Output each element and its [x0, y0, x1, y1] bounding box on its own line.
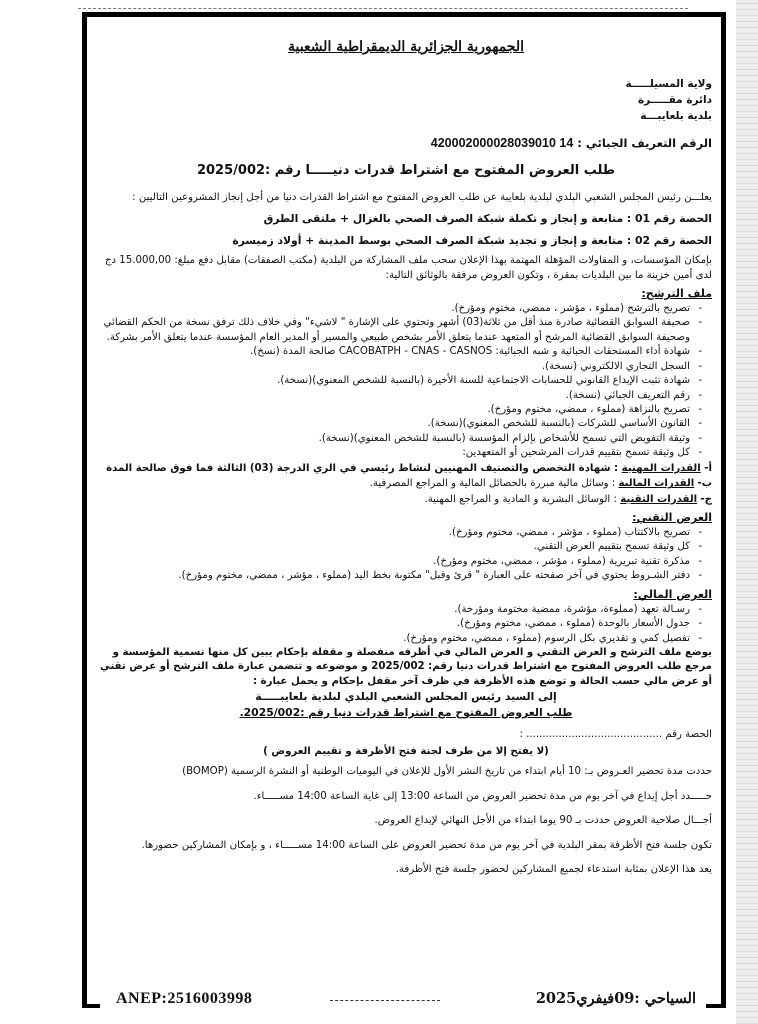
candidature-title: ملف الترشح:	[641, 286, 712, 300]
capacity-professional: أ- القدرات المهنية : شهادة التخصص والتصنيف المهنيين لنشاط رئيسي في الري الدرجة (03) الثالثة فما فوق صالحة المدة	[106, 462, 712, 474]
anep-reference: ANEP:2516003998	[116, 990, 253, 1007]
announcement-body	[100, 38, 712, 877]
lot-1: الحصة رقم 01 : متابعة و إنجاز و تكملة شبكة الصرف الصحي بالغزال + ملتقى الطرق	[263, 212, 712, 226]
commune-line: بلدية بلعايبـــة	[640, 110, 712, 123]
condition-opening-session: تكون جلسة فتح الأظرفة بمقر البلدية في آخر يوم من مدة تحضير العروض على الساعة 14:00 مســـــاء ، و بإمكان المشاركين حضورها.	[141, 839, 712, 851]
list-item: - رسـالة تعهد (مملوءة، مؤشرة، ممضية مختومة ومؤرخة).	[100, 603, 698, 617]
condition-validity: أجـــال صلاحية العروض حددت بـ 90 يوما ابتداء من الأجل النهائي لإيداع العروض.	[374, 815, 712, 827]
list-item: - كل وثيقة تسمح بتقييم قدرات المرشحين أو المتعهدين:	[100, 446, 698, 460]
address-line-2: طلب العروض المفتوح مع اشتراط قدرات دنيا رقم :2025/002.	[239, 705, 573, 719]
lot-2: الحصة رقم 02 : متابعة و إنجاز و تجديد شبكة الصرف الصحي بوسط المدينة + أولاد زميسرة	[232, 233, 712, 247]
technical-offer-list	[100, 526, 712, 584]
wilaya-line: ولاية المسيلـــــة	[625, 77, 712, 90]
lot-number-field: الحصة رقم .......................................... :	[519, 729, 712, 741]
list-item: - مذكرة تقنية تبريرية (مملوء ، مؤشر ، ممضي، مختوم ومؤرخ).	[100, 555, 698, 569]
daira-line: دائرة مقـــــرة	[637, 94, 712, 107]
list-item: - تصريح بالاكتتاب (مملوء ، مؤشر ، ممضي، مختوم ومؤرخ).	[100, 526, 698, 540]
list-item: - شهادة تثبت الإيداع القانوني للحسابات الاجتماعية للسنة الأخيرة (بالنسبة للشخص المعنوي)(نسخة).	[100, 374, 698, 388]
list-item: - جدول الأسعار بالوحدة (مملوء ، ممضي، مختوم ومؤرخ).	[100, 617, 698, 631]
candidature-list	[100, 302, 712, 461]
tax-id-label: الرقم التعريف الجبائي :	[577, 135, 712, 150]
republic-heading: الجمهورية الجزائرية الديمقراطية الشعبية	[287, 39, 524, 55]
scan-edge	[736, 0, 758, 1024]
footer-dashed-rule	[330, 1000, 440, 1001]
list-item: - تصريح بالنزاهة (مملوء ، ممضي، مختوم ومؤرخ).	[100, 403, 698, 417]
condition-deposit-deadline: حـــــدد أجل إيداع في آخر يوم من مدة تحضير العروض من الساعة 13:00 إلى غاية الساعة 14:00 مســـــاء.	[253, 790, 712, 802]
capacity-financial: ب- القدرات المالية : وسائل مالية مبررة بالحصائل المالية و المراجع المصرفية.	[369, 478, 712, 490]
financial-offer-title: العرض المالي:	[633, 587, 712, 601]
list-item: - شهادة أداء المستحقات الجبائية و شبه الجبائية: CACOBATPH - CNAS - CASNOS صالحة المدة (نسخ).	[100, 345, 698, 359]
tender-title: طلب العروض المفتوح مع اشتراط قدرات دنيـــــا رقم :2025/002	[196, 163, 616, 179]
list-item: - وثيقة التفويض التي تسمح للأشخاص بإلزام المؤسسة (بالنسبة للشخص المعنوي)(نسخة).	[100, 432, 698, 446]
technical-offer-title: العرض التقني:	[632, 511, 712, 525]
address-line-1: إلى السيد رئيس المجلس الشعبي البلدي لبلدية بلعايبـــــة	[255, 690, 557, 704]
condition-invitation: يعد هذا الإعلان بمثابة استدعاء لجميع المشاركين لحضور جلسة فتح الأظرفة.	[395, 864, 712, 875]
do-not-open-notice: (لا يفتح إلا من طرف لجنة فتح الأظرفة و تقييم العروض )	[263, 745, 549, 757]
condition-prep-period: حددت مدة تحضير العـروض بـ: 10 أيام ابتداء من تاريخ النشر الأول للإعلان في اليوميات الوطنية أو النشرة الرسمية (BOMOP)	[182, 766, 712, 778]
tax-id-value: 420002000028039010 14	[430, 135, 574, 150]
eligibility-text: بإمكان المؤسسات، و المقاولات المؤهلة المهتمة بهذا الإعلان سحب ملف المشاركة من البلدية (مكتب الصفقات) مقابل دفع مبلغ: 15.000,00 دج لدى أمين خزينة ما بين البلديات بمقرة ، وتكون العروض مرفقة بالوثائق التالية:	[104, 255, 712, 281]
capacity-technical: ج- القدرات التقنية : الوسائل البشرية و المادية و المراجع المهنية.	[424, 493, 712, 505]
submission-text: يوضع ملف الترشح و العرض التقني و العرض المالي في أظرفه منفصلة و مقفلة بإحكام يبين كل منها تسمية المؤسسة و مرجع طلب العروض المفتوح مع اشتراط قدرات دنيا رقم: 2025/002 و موضوعه و تتضمن عبارة ملف الترشح أو عرض تقني أو عرض مالي حسب الحالة و توضع هذه الأظرفة في ظرف آخر مقفل بإحكام و يحمل عبارة :	[100, 646, 712, 687]
list-item: - دفتر الشـروط يحتوي في آخر صفحته على العبارة " قرئ وقبل" مكتوبة بخط اليد (مملوء ، مؤشر ، ممضي، مختوم ومؤرخ).	[100, 569, 698, 583]
list-item: - تصريح بالترشح (مملوء ، مؤشر ، ممضي، مختوم ومؤرخ).	[100, 302, 698, 316]
footer	[90, 988, 726, 1012]
list-item: - القانون الأساسي للشركات (بالنسبة للشخص المعنوي)(نسخة).	[100, 417, 698, 431]
publication-info: السياحي :09فيفري2025	[535, 990, 696, 1007]
financial-offer-list	[100, 603, 712, 646]
tax-id	[100, 135, 712, 153]
intro-text: يعلـــن رئيس المجلس الشعبي البلدي لبلدية بلعايبة عن طلب العروض المفتوح مع اشتراط القدرات دنيا من أجل إنجاز المشروعين التاليين :	[132, 191, 712, 203]
list-item: - السجل التجاري الالكتروني (نسخة).	[100, 360, 698, 374]
list-item: - تفصيل كمي و تقديري بكل الرسوم (مملوء ، ممضي، مختوم ومؤرخ).	[100, 632, 698, 646]
top-dashed-rule	[78, 8, 688, 9]
list-item: - صحيفة السوابق القضائية صادرة منذ أقل من ثلاثة(03) أشهر وتحتوي على الإشارة " لاشيء" وفي خلاف ذلك ترفق نسخة من الحكم القضائي وصحيفة السوابق القضائية المرشح أو المتعهد عندما يتعلق الأمر بشخص طبيعي والمسير أو المدير العام المؤسسة عندما يتعلق الأمر بشركة.	[100, 316, 698, 345]
list-item: - كل وثيقة تسمح بتقييم العرض التقني.	[100, 540, 698, 554]
list-item: - رقم التعريف الجبائي (نسخة).	[100, 389, 698, 403]
